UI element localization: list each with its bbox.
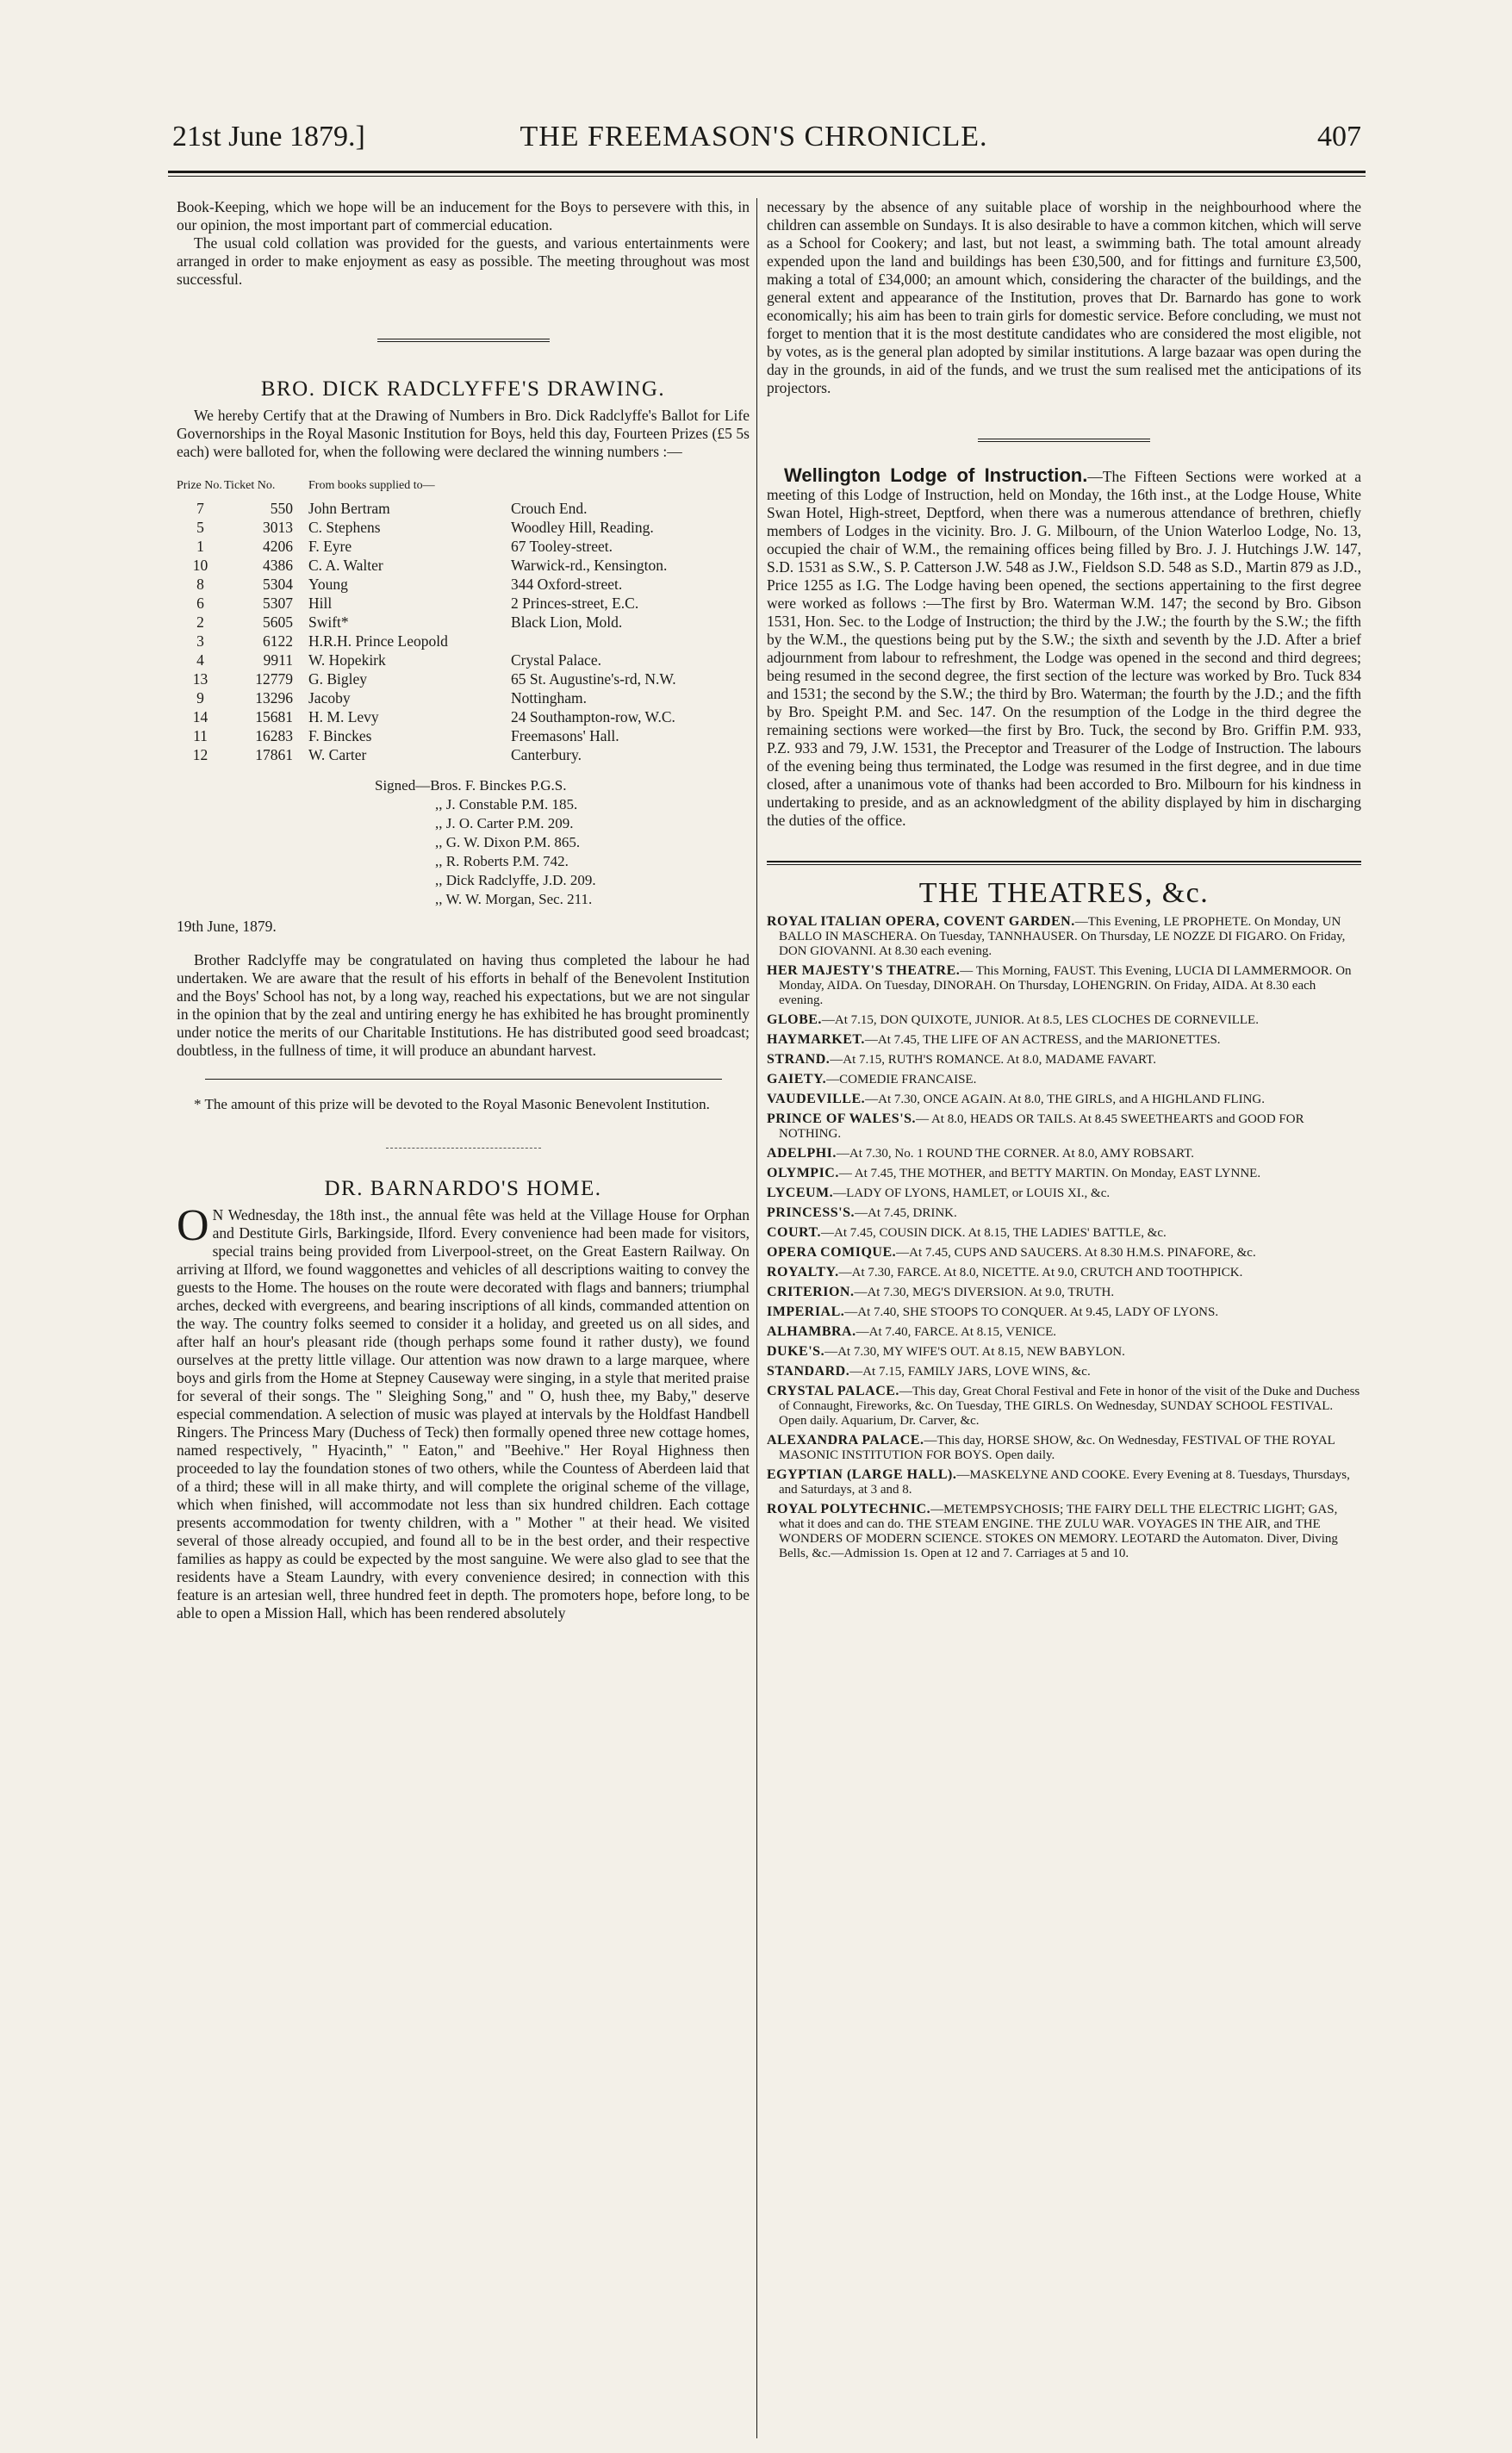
table-cell-name: Jacoby [308, 689, 351, 707]
barnardo-text: N Wednesday, the 18th inst., the annual fête was held at the Village House for Orphan and Destitute Girls, Barkingside, Ilford. Every convenience had been made for visitors, special trains being provided from Liverpool-street, on the Great Eastern Railway. On arriving at Ilford, we found waggonettes and vehicles of all descriptions waiting to convey the guests to the Home. The houses on the route were decorated with flags and banners; triumphal arches, decked with evergreens, and bearing inscriptions of all kinds, commanded attention on the way. The country folks seemed to consider it a holiday, and greeted us on all sides, and after half an hour's pleasant ride (though perhaps some found it rather dusty), we found ourselves at the pretty little village. Our attention was now drawn to a large marquee, where boys and girls from the Home at Stepney Causeway were singing, in a style that merited praise for several of their songs. The " Sleighing Song," and " O, hush thee, my Baby," deserve especial commendation. A selection of music was played at intervals by the Holdfast Handbell Ringers. The Princess Mary (Duchess of Teck) then formally opened three new cottage homes, named respectively, " Hyacinth," " Eaton," and "Beehive." Her Royal Highness then proceeded to lay the foundation stones of two others, while the Countess of Aberdeen laid that of a third; these will in all make thirty, and will complete the original scheme of the village, which when finished, will accommodate not less than six hundred children. Each cottage presents accommodation for twenty children, with a " Mother " at their head. We visited several of those already occupied, and found all to be in the best order, and their respective families as happy as could be expected by the most sanguine. We were also glad to see that the residents have a Steam Laundry, with every convenience desired; in connection with this feature is an artesian well, three hundred feet in depth. The promoters hope, before long, to be able to open a Mission Hall, which has been rendered absolutely [177, 1206, 750, 1622]
theatres-list [767, 914, 1361, 1561]
table-cell-place: Woodley Hill, Reading. [511, 519, 654, 536]
theatre-programme: — At 7.45, THE MOTHER, and BETTY MARTIN. On Monday, EAST LYNNE. [838, 1167, 1261, 1180]
theatre-name: VAUDEVILLE. [767, 1092, 866, 1106]
theatre-entry [767, 1012, 1361, 1028]
theatre-entry [767, 1146, 1361, 1161]
column-divider [756, 198, 757, 2438]
table-cell-place: Nottingham. [511, 689, 587, 707]
table-row [177, 518, 750, 537]
table-row [177, 726, 750, 745]
theatre-entry [767, 1304, 1361, 1320]
table-cell-ticket: 3013 [263, 519, 293, 536]
signatory-line: Signed—Bros. F. Binckes P.G.S. [375, 777, 567, 794]
footnote: * The amount of this prize will be devoted to the Royal Masonic Benevolent Institution. [194, 1096, 710, 1112]
theatre-entry [767, 1364, 1361, 1379]
table-cell-place: Canterbury. [511, 746, 582, 763]
section-rule [377, 339, 550, 342]
theatre-name: ADELPHI. [767, 1146, 837, 1161]
theatre-entry [767, 1092, 1361, 1107]
left-column [177, 198, 750, 1622]
theatre-entry [767, 1072, 1361, 1087]
table-row [177, 499, 750, 518]
column-header: From books supplied to— [308, 479, 435, 492]
signatory-line: ,, W. W. Morgan, Sec. 211. [435, 891, 593, 907]
table-cell-place: Crouch End. [511, 500, 588, 517]
issue-date: 21st June 1879.] [172, 121, 365, 153]
table-cell-ticket: 6122 [263, 632, 293, 650]
table-cell-prize: 8 [196, 576, 204, 593]
lodge-title: Wellington Lodge of Instruction. [784, 464, 1088, 486]
table-row [177, 651, 750, 669]
table-row [177, 669, 750, 688]
theatre-name: IMPERIAL. [767, 1304, 845, 1319]
theatre-name: ROYALTY. [767, 1265, 839, 1279]
theatre-name: DUKE'S. [767, 1344, 825, 1359]
table-cell-name: C. Stephens [308, 519, 381, 536]
running-header [172, 121, 1361, 164]
table-cell-ticket: 16283 [255, 727, 293, 744]
theatre-name: STRAND. [767, 1052, 831, 1067]
theatre-name: ROYAL ITALIAN OPERA, COVENT GARDEN. [767, 914, 1075, 929]
theatre-name: COURT. [767, 1225, 822, 1240]
table-cell-ticket: 15681 [255, 708, 293, 725]
intro-paragraph: Book-Keeping, which we hope will be an inducement for the Boys to persevere with this, in our opinion, the most important part of commercial education. [177, 198, 750, 233]
theatre-programme: —METEMPSYCHOSIS; THE FAIRY DELL THE ELECTRIC LIGHT; GAS, what it does and can do. THE STEAM ENGINE. THE ZULU WAR. VOYAGES IN THE AIR, and THE WONDERS OF MODERN SCIENCE. STOKES ON MEMORY. LEOTARD the Automaton. Diver, Diving Bells, &c.—Admission 1s. Open at 12 and 7. Carriages at 5 and 10. [779, 1503, 1338, 1560]
theatre-programme: —At 7.30, FARCE. At 8.0, NICETTE. At 9.0, CRUTCH AND TOOTHPICK. [838, 1266, 1243, 1279]
table-cell-place: 2 Princes-street, E.C. [511, 595, 639, 612]
table-header-row [177, 476, 750, 499]
theatre-name: PRINCE OF WALES'S. [767, 1111, 917, 1126]
theatre-programme: —LADY OF LYONS, HAMLET, or LOUIS XI., &c. [833, 1186, 1111, 1200]
table-cell-ticket: 5304 [263, 576, 293, 593]
theatre-programme: —At 7.15, DON QUIXOTE, JUNIOR. At 8.5, LES CLOCHES DE CORNEVILLE. [821, 1013, 1259, 1027]
theatre-name: LYCEUM. [767, 1186, 834, 1200]
table-cell-prize: 6 [196, 595, 204, 612]
table-cell-name: H. M. Levy [308, 708, 379, 725]
right-column [767, 198, 1361, 1566]
table-cell-name: W. Carter [308, 746, 367, 763]
theatre-name: OPERA COMIQUE. [767, 1245, 897, 1260]
theatre-name: ALEXANDRA PALACE. [767, 1433, 924, 1448]
table-cell-prize: 3 [196, 632, 204, 650]
table-cell-ticket: 12779 [255, 670, 293, 688]
table-cell-name: G. Bigley [308, 670, 368, 688]
table-cell-name: F. Binckes [308, 727, 372, 744]
table-cell-prize: 11 [193, 727, 208, 744]
header-rule [168, 171, 1366, 177]
table-row [177, 632, 750, 651]
theatre-name: GAIETY. [767, 1072, 827, 1086]
table-cell-prize: 7 [196, 500, 204, 517]
table-cell-prize: 1 [196, 538, 204, 555]
theatre-entry [767, 1467, 1361, 1497]
theatre-name: ROYAL POLYTECHNIC. [767, 1502, 931, 1516]
table-cell-place: Freemasons' Hall. [511, 727, 619, 744]
theatre-entry [767, 1502, 1361, 1561]
table-cell-place: 65 St. Augustine's-rd, N.W. [511, 670, 676, 688]
theatre-entry [767, 1245, 1361, 1261]
table-cell-ticket: 9911 [263, 651, 293, 669]
intro-paragraph: The usual cold collation was provided for the guests, and various entertainments were arranged in order to make enjoyment as easy as possible. The meeting throughout was most successful. [177, 234, 750, 288]
theatre-programme: —At 7.45, COUSIN DICK. At 8.15, THE LADIES' BATTLE, &c. [821, 1226, 1167, 1240]
theatre-name: HER MAJESTY'S THEATRE. [767, 963, 961, 978]
table-row [177, 575, 750, 594]
theatre-name: EGYPTIAN (LARGE HALL). [767, 1467, 957, 1482]
theatre-programme: — At 8.0, HEADS OR TAILS. At 8.45 SWEETHEARTS and GOOD FOR NOTHING. [779, 1112, 1304, 1141]
signatory-line: ,, R. Roberts P.M. 742. [435, 853, 569, 869]
theatre-entry [767, 1344, 1361, 1360]
theatre-programme: —At 7.30, MY WIFE'S OUT. At 8.15, NEW BABYLON. [824, 1345, 1125, 1359]
table-cell-place: Warwick-rd., Kensington. [511, 557, 668, 574]
barnardo-paragraph [177, 1201, 750, 1622]
theatre-programme: —This day, Great Choral Festival and Fete in honor of the visit of the Duke and Duchess of Connaught, Fireworks, &c. On Tuesday, THE GIRLS. On Wednesday, SUNDAY SCHOOL FESTIVAL. Open daily. Aquarium, Dr. Carver, &c. [779, 1385, 1360, 1428]
table-cell-ticket: 4386 [263, 557, 293, 574]
theatre-entry [767, 1384, 1361, 1429]
column-header: Prize No. [177, 479, 222, 492]
table-row [177, 707, 750, 726]
theatre-entry [767, 1186, 1361, 1201]
table-cell-prize: 10 [192, 557, 208, 574]
table-cell-ticket: 17861 [255, 746, 293, 763]
table-cell-place: Crystal Palace. [511, 651, 601, 669]
table-cell-prize: 5 [196, 519, 204, 536]
table-cell-name: W. Hopekirk [308, 651, 386, 669]
theatre-programme: —At 7.40, FARCE. At 8.15, VENICE. [856, 1325, 1056, 1339]
table-cell-place: Black Lion, Mold. [511, 613, 623, 631]
theatre-entry [767, 963, 1361, 1008]
theatre-name: GLOBE. [767, 1012, 822, 1027]
signatory-line: ,, G. W. Dixon P.M. 865. [435, 834, 581, 850]
table-row [177, 745, 750, 764]
table-cell-name: Hill [308, 595, 333, 612]
table-cell-ticket: 550 [270, 500, 293, 517]
theatre-programme: —MASKELYNE AND COOKE. Every Evening at 8. Tuesdays, Thursdays, and Saturdays, at 3 and 8. [779, 1468, 1350, 1497]
signature-date: 19th June, 1879. [177, 918, 277, 935]
signatory-line: ,, J. Constable P.M. 185. [435, 796, 578, 812]
theatre-name: CRYSTAL PALACE. [767, 1384, 899, 1398]
radclyffe-intro: We hereby Certify that at the Drawing of Numbers in Bro. Dick Radclyffe's Ballot for Life Governorships in the Royal Masonic Institution for Boys, held this day, Fourteen Prizes (£5 5s each) were balloted for, when the following were declared the winning numbers :— [177, 407, 750, 460]
theatre-entry [767, 1265, 1361, 1280]
section-rule [978, 439, 1150, 442]
theatre-name: STANDARD. [767, 1364, 850, 1379]
page-number: 407 [1317, 121, 1361, 153]
table-cell-place: 67 Tooley-street. [511, 538, 613, 555]
table-cell-place: 24 Southampton-row, W.C. [511, 708, 675, 725]
table-cell-name: John Bertram [308, 500, 390, 517]
theatre-programme: —At 7.30, ONCE AGAIN. At 8.0, THE GIRLS, and A HIGHLAND FLING. [865, 1093, 1266, 1106]
theatre-programme: —At 7.45, DRINK. [854, 1206, 957, 1220]
theatre-programme: —At 7.15, RUTH'S ROMANCE. At 8.0, MADAME FAVART. [830, 1053, 1156, 1067]
table-cell-ticket: 5605 [263, 613, 293, 631]
theatre-entry [767, 1205, 1361, 1221]
table-cell-ticket: 5307 [263, 595, 293, 612]
theatre-entry [767, 1225, 1361, 1241]
table-cell-place [511, 632, 750, 651]
prize-table [177, 476, 750, 764]
table-cell-name: Young [308, 576, 348, 593]
theatre-programme: —COMEDIE FRANCAISE. [826, 1073, 977, 1086]
table-cell-name: F. Eyre [308, 538, 352, 555]
theatre-entry [767, 1324, 1361, 1340]
theatre-programme: — This Morning, FAUST. This Evening, LUCIA DI LAMMERMOOR. On Monday, AIDA. On Tuesday, DINORAH. On Thursday, LOHENGRIN. On Friday, AIDA. At 8.30 each evening. [779, 964, 1352, 1007]
theatre-entry [767, 1032, 1361, 1048]
theatre-programme: —At 7.30, No. 1 ROUND THE CORNER. At 8.0, AMY ROBSART. [836, 1147, 1195, 1161]
theatre-entry [767, 1052, 1361, 1068]
theatre-name: PRINCESS'S. [767, 1205, 855, 1220]
table-cell-prize: 14 [192, 708, 208, 725]
radclyffe-paragraph: Brother Radclyffe may be congratulated on having thus completed the labour he had undertaken. We are aware that the result of his efforts in behalf of the Benevolent Institution and the Boys' School has not, by a long way, reached his expectations, but we are not singular in the opinion that by the zeal and untiring energy he has exhibited he has brought prominently under notice the merits of our Charitable Institutions. He has distributed good seed broadcast; doubtless, in the fullness of time, it will produce an abundant harvest. [177, 951, 750, 1059]
theatres-heading: THE THEATRES, &c. [918, 877, 1210, 909]
lodge-text: —The Fifteen Sections were worked at a meeting of this Lodge of Instruction, held on Monday, the 16th inst., at the Lodge House, White Swan Hotel, High-street, Deptford, when there was a numerous attendance of brethren, chiefly members of Lodges in the vicinity. Bro. J. G. Milbourn, of the Union Waterloo Lodge, No. 13, occupied the chair of W.M., the remaining offices being filled by Bro. J. J. Hutchings J.W. 147, S.D. 1531 as S.W., S. P. Catterson J.W. 548 as J.W., Fieldson S.D. 548 as S.D., Martin 879 as J.D., Price 1255 as I.G. The Lodge having been opened, the sections appertaining to the first degree were worked as follows :—The first by Bro. Waterman W.M. 147; the second by Bro. Gibson 1531, Hon. Sec. to the Lodge of Instruction; the third by the J.W.; the fourth by the S.W.; the fifth by the W.M., the questions being put by the S.W.; the sixth and seventh by the J.D. After a brief adjournment from labour to refreshment, the Lodge was opened in the second and third degrees; being resumed in the second degree, the first section of the lecture was worked by Bro. Tuck 834 and 1531; the second by the S.W.; the third by Bro. Waterman; the fourth by the J.D.; and the fifth by Bro. Speight P.M. and Sec. 147. On the resumption of the Lodge in the third degree the remaining sections were worked—the first by Bro. Tuck, the second by Bro. Griffin P.M. 933, P.Z. 933 and 79, J.W. 1531, the Preceptor and Treasurer of the Lodge of Instruction. The labours of the evening being thus terminated, the Lodge was resumed in the first degree, and in due time closed, after a unanimous vote of thanks had been accorded to Bro. Milbourn for his kindness in undertaking to preside, and as an acknowledgment of the ability displayed by him in discharging the duties of the office. [767, 468, 1361, 829]
table-cell-prize: 13 [192, 670, 208, 688]
table-cell-ticket: 4206 [263, 538, 293, 555]
theatre-entry [767, 1433, 1361, 1463]
table-row [177, 594, 750, 613]
column-header: Ticket No. [224, 479, 276, 492]
signatories [375, 776, 750, 909]
table-cell-prize: 4 [196, 651, 204, 669]
signatory-line: ,, Dick Radclyffe, J.D. 209. [435, 872, 596, 888]
theatre-name: HAYMARKET. [767, 1032, 865, 1047]
table-cell-name: C. A. Walter [308, 557, 383, 574]
theatre-programme: —This day, HORSE SHOW, &c. On Wednesday, FESTIVAL OF THE ROYAL MASONIC INSTITUTION FOR BOYS. Open daily. [779, 1434, 1335, 1462]
theatre-programme: —At 7.45, CUPS AND SAUCERS. At 8.30 H.M.S. PINAFORE, &c. [896, 1246, 1256, 1260]
theatre-programme: —At 7.40, SHE STOOPS TO CONQUER. At 9.45, LADY OF LYONS. [844, 1305, 1219, 1319]
drop-cap: O [177, 1201, 209, 1250]
theatre-programme: —At 7.15, FAMILY JARS, LOVE WINS, &c. [849, 1365, 1091, 1379]
theatre-programme: —At 7.30, MEG'S DIVERSION. At 9.0, TRUTH. [854, 1286, 1115, 1299]
lodge-paragraph [767, 466, 1361, 830]
publication-title: THE FREEMASON'S CHRONICLE. [520, 121, 988, 153]
table-row [177, 688, 750, 707]
theatre-entry [767, 1166, 1361, 1181]
table-cell-place: 344 Oxford-street. [511, 576, 623, 593]
theatre-entry [767, 1285, 1361, 1300]
radclyffe-heading: BRO. DICK RADCLYFFE'S DRAWING. [260, 377, 666, 401]
section-rule [386, 1148, 541, 1149]
table-cell-name: Swift* [308, 613, 349, 631]
table-cell-prize: 2 [196, 613, 204, 631]
signatory-line: ,, J. O. Carter P.M. 209. [435, 815, 574, 831]
table-row [177, 556, 750, 575]
theatre-entry [767, 1111, 1361, 1142]
table-row [177, 613, 750, 632]
table-cell-prize: 9 [196, 689, 204, 707]
theatre-programme: —This Evening, LE PROPHETE. On Monday, UN BALLO IN MASCHERA. On Tuesday, TANNHAUSER. On Thursday, LE NOZZE DI FIGARO. On Friday, DON GIOVANNI. At 8.30 each evening. [779, 915, 1346, 958]
theatre-name: ALHAMBRA. [767, 1324, 856, 1339]
table-row [177, 537, 750, 556]
table-cell-prize: 12 [192, 746, 208, 763]
theatre-name: CRITERION. [767, 1285, 855, 1299]
barnardo-continuation: necessary by the absence of any suitable place of worship in the neighbourhood where the children can assemble on Sundays. It is also desirable to have a common kitchen, which will serve as a School for Cookery; and last, but not least, a swimming bath. The total amount already expended upon the land and buildings has been £30,500, and for fittings and furniture £3,500, making a total of £34,000; an amount which, considering the character of the buildings, and the general extent and appearance of the Institution, proves that Dr. Barnardo has gone to work economically; his aim has been to train girls for domestic service. Before concluding, we must not forget to mention that it is the most destitute candidates who are considered the most eligible, not by votes, as is the general plan adopted by similar institutions. A large bazaar was open during the day in the grounds, in aid of the funds, and we trust the sum realised met the anticipations of its projectors. [767, 198, 1361, 396]
footnote-rule [205, 1079, 722, 1080]
table-cell-name: H.R.H. Prince Leopold [308, 632, 448, 650]
table-cell-ticket: 13296 [255, 689, 293, 707]
theatre-entry [767, 914, 1361, 959]
section-rule [767, 861, 1361, 865]
barnardo-heading: DR. BARNARDO'S HOME. [324, 1177, 602, 1200]
theatre-name: OLYMPIC. [767, 1166, 839, 1180]
theatre-programme: —At 7.45, THE LIFE OF AN ACTRESS, and the MARIONETTES. [864, 1033, 1221, 1047]
